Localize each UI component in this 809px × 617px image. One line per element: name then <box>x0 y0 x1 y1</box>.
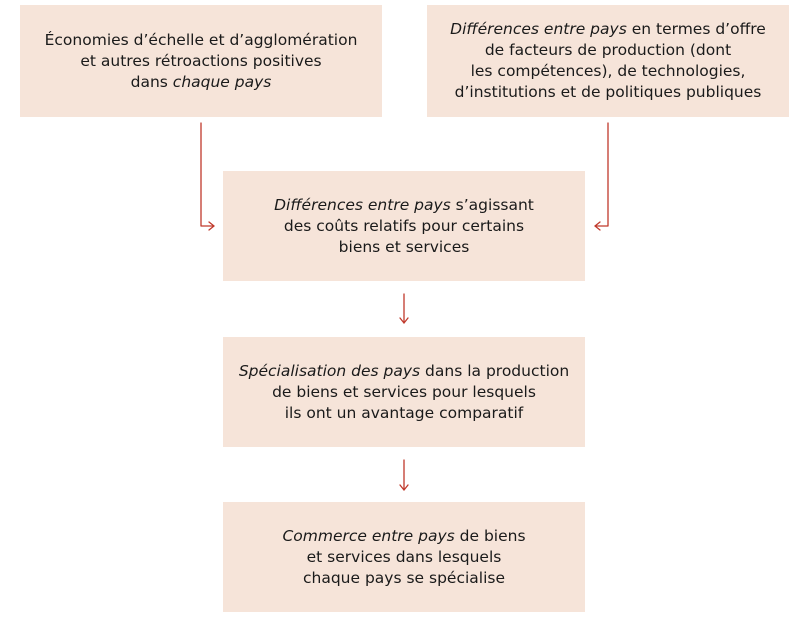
box-e-line1-post: de biens <box>454 526 526 545</box>
box-e-line3: chaque pays se spécialise <box>302 568 505 587</box>
box-b-line4: d’institutions et de politiques publiques <box>454 83 762 101</box>
arrow-a-to-c <box>201 123 214 226</box>
box-c-line2: des coûts relatifs pour certains <box>283 216 525 235</box>
box-b-line1-post: en termes d’offre <box>626 20 766 38</box>
box-b-line2: de facteurs de production (dont <box>484 41 732 59</box>
box-e-line2: et services dans lesquels <box>306 547 502 566</box>
box-d-line3: ils ont un avantage comparatif <box>284 403 524 422</box>
box-c-line3: biens et services <box>338 237 470 256</box>
box-b-line1-emphasis: Différences entre pays <box>450 20 627 38</box>
box-a-line2: et autres rétroactions positives <box>80 51 322 70</box>
box-c-line1-emphasis: Différences entre pays <box>274 195 451 214</box>
box-d-line1-post: dans la production <box>420 361 570 380</box>
box-a-line1: Économies d’échelle et d’agglomération <box>44 30 358 49</box>
box-d-line1-emphasis: Spécialisation des pays <box>238 361 421 380</box>
box-a-line3-pre: dans <box>130 72 173 91</box>
arrow-b-to-c <box>595 123 608 226</box>
box-b-line3: les compétences), de technologies, <box>470 62 746 80</box>
box-a-line3-emphasis: chaque pays <box>172 72 272 91</box>
box-e-line1-emphasis: Commerce entre pays <box>282 526 455 545</box>
box-d-line2: de biens et services pour lesquels <box>272 382 536 401</box>
box-c-line1-post: s’agissant <box>450 195 534 214</box>
